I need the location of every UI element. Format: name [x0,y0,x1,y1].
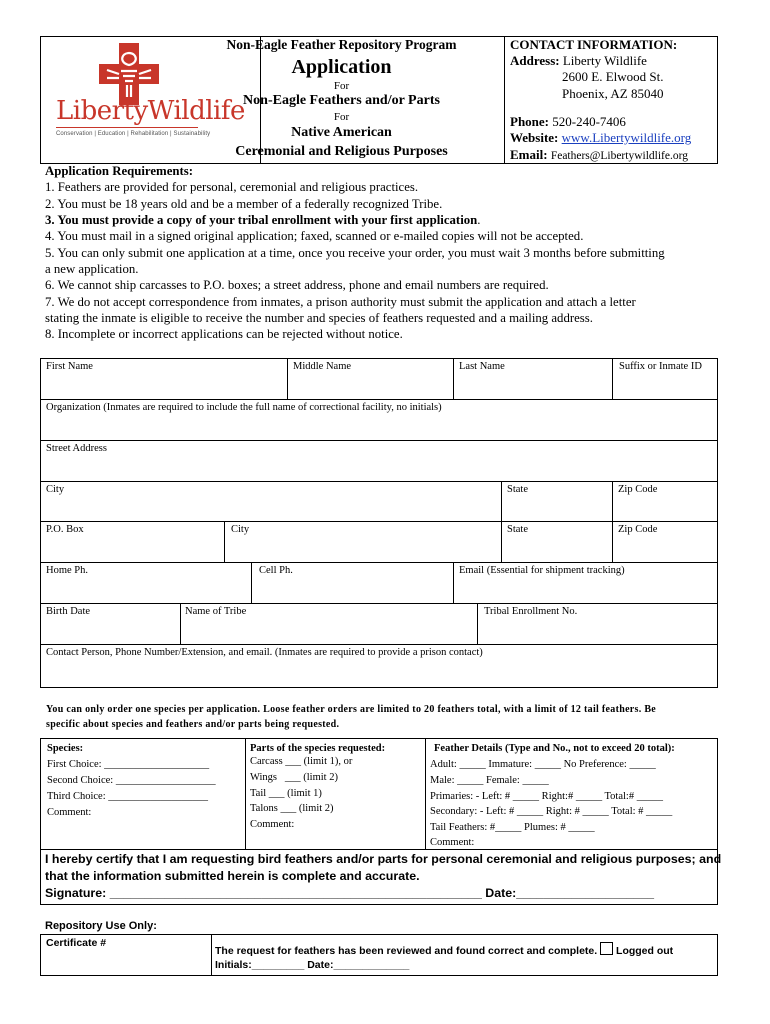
website-link[interactable]: www.Libertywildlife.org [561,130,692,145]
street-address-field[interactable]: Street Address [46,443,107,454]
email-field[interactable]: Email (Essential for shipment tracking) [459,565,625,576]
wings-field[interactable]: Wings ___ (limit 2) [250,772,338,783]
contact-website [510,130,691,146]
review-text: The request for feathers has been reviewed and found correct and complete. [215,945,598,957]
review-statement [215,942,673,957]
col-divider [477,603,478,644]
col-divider [211,935,212,975]
birth-date-field[interactable]: Birth Date [46,606,91,617]
po-city-field[interactable]: City [231,524,250,535]
sex-field[interactable]: Male: _____ Female: _____ [430,775,549,786]
row-divider [41,399,717,400]
requirement-3 [45,212,480,228]
requirement-7b: stating the inmate is eligible to receive the number and species of feathers requested and a mailing address. [45,311,593,325]
requirement-5a: 5. You can only submit one application at a time, once you receive your order, you must wait 3 months before submitting [45,246,665,260]
logged-out-label: Logged out [616,945,674,957]
tail-field[interactable]: Tail ___ (limit 1) [250,788,322,799]
logo-divider [56,127,198,128]
state-field[interactable]: State [507,484,528,495]
contact-email [510,147,688,163]
certificate-number-field[interactable]: Certificate # [46,937,107,949]
requirement-3-end: . [477,213,481,227]
address-line3: Phoenix, AZ 85040 [562,86,664,101]
website-label: Website: [510,130,559,145]
organization-field[interactable]: Organization (Inmates are required to include the full name of correctional facility, no initials) [46,402,442,413]
po-box-field[interactable]: P.O. Box [46,524,84,535]
email-value: Feathers@Libertywildlife.org [550,150,688,162]
logo-tagline: Conservation | Education | Rehabilitation | Sustainability [56,131,211,137]
col-divider [245,739,246,849]
col-divider [180,603,181,644]
row-divider [41,603,717,604]
col-divider [287,359,288,399]
checkbox-icon[interactable] [600,942,613,955]
requirement-4: 4. You must mail in a signed original application; faxed, scanned or e-mailed copies will not be accepted. [45,229,584,243]
address-line2: 2600 E. Elwood St. [562,69,664,84]
row-divider [41,644,717,645]
phone-label: Phone: [510,114,549,129]
requirement-5b: a new application. [45,262,139,276]
second-choice-field[interactable]: Second Choice: ___________________ [47,775,216,786]
applicant-form [40,358,718,688]
carcass-field[interactable]: Carcass ___ (limit 1), or [250,756,353,767]
row-divider [41,521,717,522]
species-section [40,738,718,850]
third-choice-field[interactable]: Third Choice: ___________________ [47,791,208,802]
col-divider [251,562,252,603]
talons-field[interactable]: Talons ___ (limit 2) [250,803,334,814]
col-divider [612,359,613,399]
certify-line2: that the information submitted herein is complete and accurate. [45,869,420,883]
application-title: Application [291,56,392,78]
requirement-6: 6. We cannot ship carcasses to P.O. boxes; a street address, phone and email numbers are required. [45,278,549,292]
col-divider [224,521,225,562]
species-heading: Species: [47,743,84,754]
address-label: Address: [510,53,560,68]
requirements-heading: Application Requirements: [45,164,193,178]
po-zip-field[interactable]: Zip Code [618,524,658,535]
signature-date-field[interactable]: Signature: ______________________________________________________ Date:____________________ [45,886,655,900]
order-note-line1: You can only order one species per application. Loose feather orders are limited to 20 feathers total, with a limit of 12 tail feathers. Be [46,704,657,715]
col-divider [425,739,426,849]
parts-heading: Parts of the species requested: [250,743,386,754]
city-field[interactable]: City [46,484,65,495]
tribal-enrollment-field[interactable]: Tribal Enrollment No. [484,606,578,617]
contact-person-field[interactable]: Contact Person, Phone Number/Extension, and email. (Inmates are required to provide a prison contact) [46,647,483,658]
last-name-field[interactable]: Last Name [459,361,505,372]
requirement-8: 8. Incomplete or incorrect applications can be rejected without notice. [45,327,403,341]
row-divider [41,481,717,482]
tail-feathers-field[interactable]: Tail Feathers: #_____ Plumes: # _____ [430,822,595,833]
home-phone-field[interactable]: Home Ph. [46,565,88,576]
address-line1: Liberty Wildlife [562,53,647,68]
requirement-1: 1. Feathers are provided for personal, ceremonial and religious practices. [45,180,419,194]
repository-heading: Repository Use Only: [45,920,157,932]
subtitle-feathers: Non-Eagle Feathers and/or Parts [243,93,440,108]
requirement-3-text: 3. You must provide a copy of your tribal enrollment with your first application [45,213,478,227]
age-field[interactable]: Adult: _____ Immature: _____ No Preference: _____ [430,759,656,770]
first-name-field[interactable]: First Name [46,361,93,372]
first-choice-field[interactable]: First Choice: ____________________ [47,759,210,770]
for-label: For [333,80,350,92]
col-divider [453,359,454,399]
program-title: Non-Eagle Feather Repository Program [226,37,457,52]
contact-heading: CONTACT INFORMATION: [510,37,678,52]
requirement-2: 2. You must be 18 years old and be a member of a federally recognized Tribe. [45,197,443,211]
cell-phone-field[interactable]: Cell Ph. [259,565,293,576]
for-label: For [333,111,350,123]
col-divider [612,481,613,562]
zip-code-field[interactable]: Zip Code [618,484,658,495]
suffix-field[interactable]: Suffix or Inmate ID [619,361,702,372]
row-divider [41,440,717,441]
parts-comment-field[interactable]: Comment: [250,819,295,830]
middle-name-field[interactable]: Middle Name [293,361,352,372]
header-divider [504,37,505,163]
order-note-line2: specific about species and feathers and/or parts being requested. [46,719,340,730]
phone-value: 520-240-7406 [552,114,626,129]
species-comment-field[interactable]: Comment: [47,807,92,818]
certify-line1: I hereby certify that I am requesting bird feathers and/or parts for personal ceremonial and religious purposes; and [45,852,722,866]
subtitle-native: Native American [291,125,392,140]
details-comment-field[interactable]: Comment: [430,837,475,848]
requirement-7a: 7. We do not accept correspondence from inmates, a prison authority must submit the application and attach a letter [45,295,636,309]
contact-address [510,53,647,69]
secondary-field[interactable]: Secondary: - Left: # _____ Right: # _____ Total: # _____ [430,806,673,817]
po-state-field[interactable]: State [507,524,528,535]
col-divider [501,481,502,562]
primaries-field[interactable]: Primaries: - Left: # _____ Right:# _____ Total:# _____ [430,791,663,802]
subtitle-purposes: Ceremonial and Religious Purposes [235,144,448,159]
row-divider [41,562,717,563]
logo-wordmark: LibertyWildlife [56,96,245,126]
col-divider [453,562,454,603]
initials-date-field[interactable]: Initials:_________ Date:_____________ [215,959,410,971]
contact-phone [510,114,626,130]
feather-details-heading: Feather Details (Type and No., not to exceed 20 total): [434,743,675,754]
email-label: Email: [510,147,548,162]
tribe-name-field[interactable]: Name of Tribe [185,606,247,617]
